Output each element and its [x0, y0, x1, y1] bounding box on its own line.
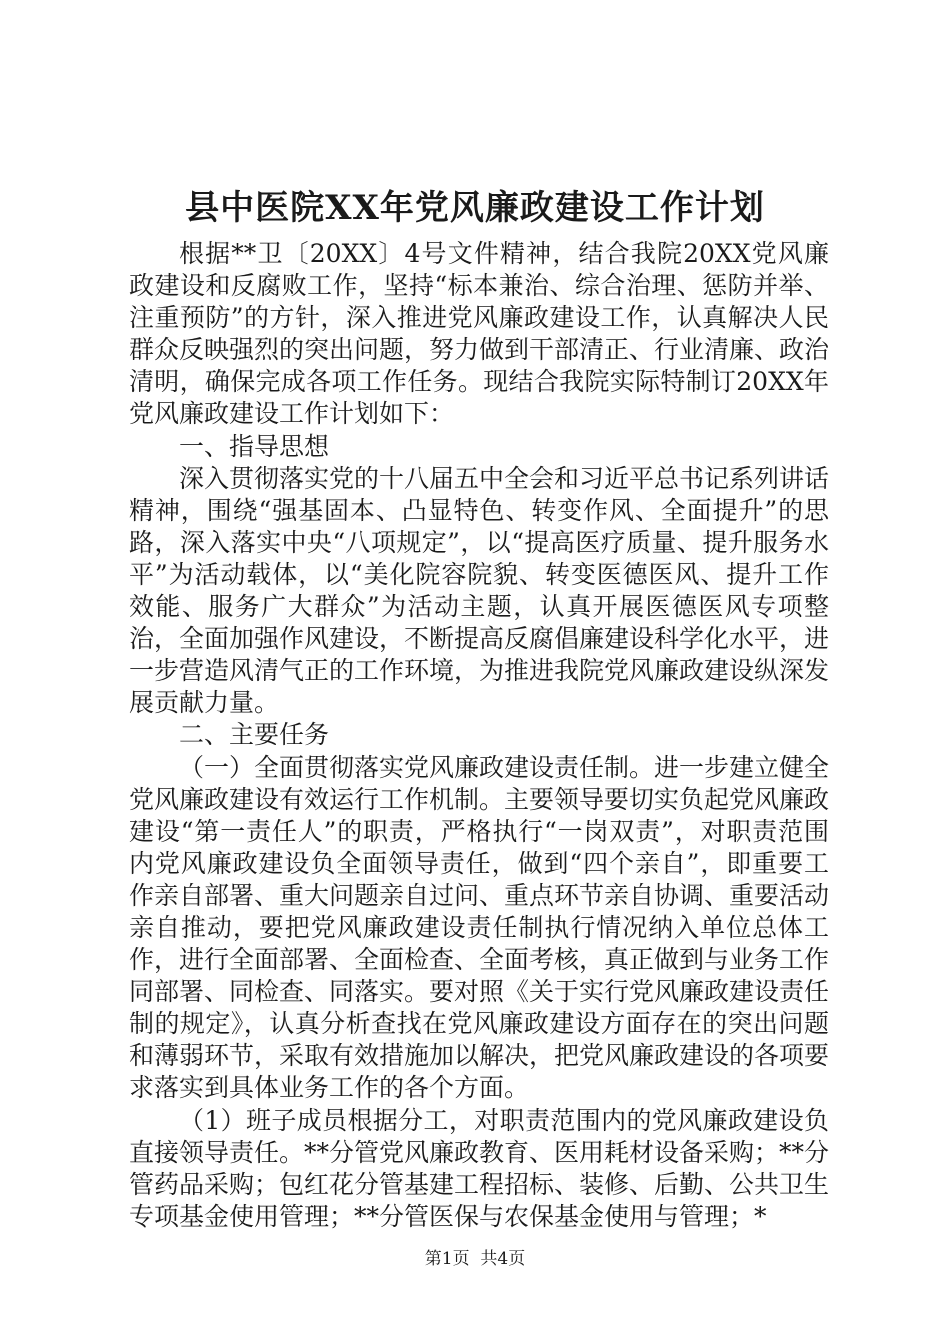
- document-title: 县中医院XX年党风廉政建设工作计划: [185, 188, 765, 228]
- paragraph-task-1: （一）全面贯彻落实党风廉政建设责任制。进一步建立健全党风廉政建设有效运行工作机制。主要领导要切实负起党风廉政建设“第一责任人”的职责，严格执行“一岗双责”，对职责范围内党风廉政建设负全面领导责任，做到“四个亲自”，即重要工作亲自部署、重大问题亲自过问、重点环节亲自协调、重要活动亲自推动，要把党风廉政建设责任制执行情况纳入单位总体工作，进行全面部署、全面检查、全面考核，真正做到与业务工作同部署、同检查、同落实。要对照《关于实行党风廉政建设责任制的规定》，认真分析查找在党风廉政建设方面存在的突出问题和薄弱环节，采取有效措施加以解决，把党风廉政建设的各项要求落实到具体业务工作的各个方面。: [129, 752, 830, 1103]
- paragraph-intro: 根据**卫〔20XX〕4号文件精神，结合我院20XX党风廉政建设和反腐败工作，坚持“标本兼治、综合治理、惩防并举、注重预防”的方针，深入推进党风廉政建设工作，认真解决人民群众反映强烈的突出问题，努力做到干部清正、行业清廉、政治清明，确保完成各项工作任务。现结合我院实际特制订20XX年党风廉政建设工作计划如下：: [129, 239, 830, 429]
- document-body: [129, 238, 829, 1233]
- heading-main-tasks: 二、主要任务: [179, 720, 330, 750]
- paragraph-guiding-thought: 深入贯彻落实党的十八届五中全会和习近平总书记系列讲话精神，围绕“强基固本、凸显特色、转变作风、全面提升”的思路，深入落实中央“八项规定”，以“提高医疗质量、提升服务水平”为活动载体，以“美化院容院貌、转变医德医风、提升工作效能、服务广大群众”为活动主题，认真开展医德医风专项整治，全面加强作风建设，不断提高反腐倡廉建设科学化水平，进一步营造风清气正的工作环境，为推进我院党风廉政建设纵深发展贡献力量。: [129, 463, 830, 718]
- heading-guiding-thought: 一、指导思想: [179, 431, 330, 461]
- paragraph-task-1-item-1: （1）班子成员根据分工，对职责范围内的党风廉政建设负直接领导责任。**分管党风廉政教育、医用耗材设备采购；**分管药品采购；包红花分管基建工程招标、装修、后勤、公共卫生专项基金使用管理；**分管医保与农保基金使用与管理；*: [129, 1105, 830, 1231]
- page-footer: 第1页 共4页: [424, 1249, 526, 1269]
